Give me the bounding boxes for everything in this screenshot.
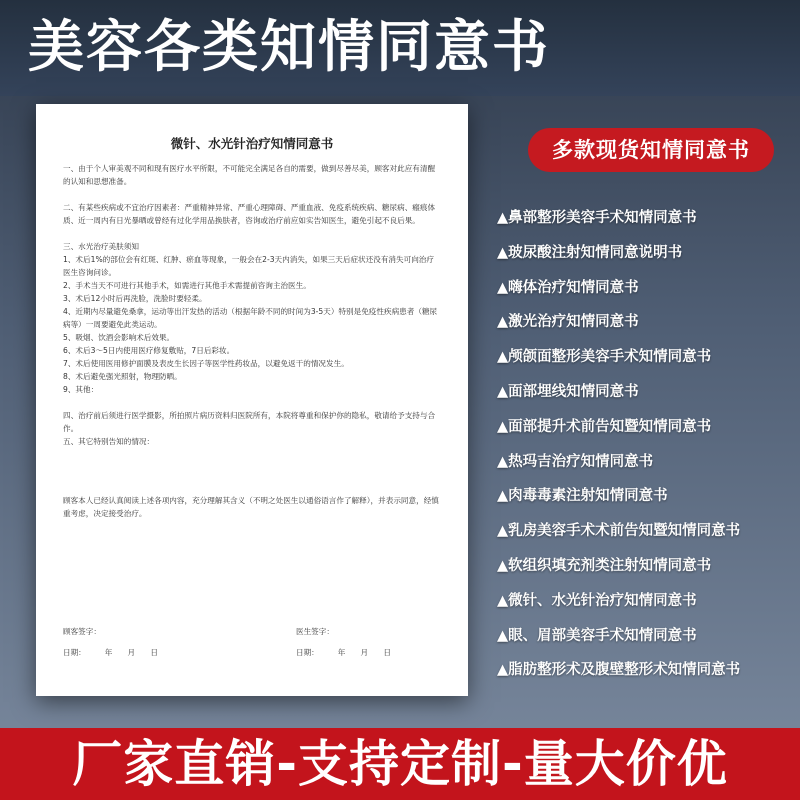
section-3-heading: 三、水光治疗美肤须知	[63, 242, 139, 251]
page-title: 美容各类知情同意书	[28, 15, 550, 80]
list-item: ▲软组织填充剂类注射知情同意书	[497, 557, 712, 574]
doctor-signature-label: 医生签字：	[296, 627, 334, 636]
list-item: ▲玻尿酸注射知情同意说明书	[497, 244, 683, 261]
list-item: ▲脂肪整形术及腹壁整形术知情同意书	[497, 662, 741, 679]
doctor-date-label: 日期： 年 月 日	[296, 648, 391, 657]
list-item: ▲乳房美容手术术前告知暨知情同意书	[497, 523, 741, 540]
note-item: 8、术后避免强光照射，物理防晒。	[63, 372, 182, 381]
section-2: 二、有某些疾病或不宜治疗因素者：严重精神异常、严重心理障碍、严重血液、免疫系统疾病、糖尿病、瘢痕体质、近一周内有日光暴晒或曾经有过化学用品换肤者，咨询或治疗前应如实告知医生，避免引起不良后果。	[63, 203, 436, 225]
section-4: 四、治疗前后须进行医学摄影，所拍照片病历资料归医院所有，本院将尊重和保护你的隐私，敬请给予支持与合作。	[63, 411, 436, 433]
note-item: 6、术后3～5日内使用医疗修复敷贴，7日后彩妆。	[63, 346, 235, 355]
document-body	[63, 162, 439, 520]
list-item: ▲面部提升术前告知暨知情同意书	[497, 418, 712, 435]
list-item: ▲微针、水光针治疗知情同意书	[497, 592, 697, 609]
list-item: ▲热玛吉治疗知情同意书	[497, 453, 654, 470]
section-5: 五、其它特别告知的情况：	[63, 437, 155, 446]
footer-slogan: 厂家直销-支持定制-量大价优	[72, 735, 728, 793]
consent-document	[36, 104, 468, 696]
note-item: 1、术后1%的部位会有红斑、红肿、瘀血等现象，一般会在2-3天内消失，如果三天后症状还没有消失可向治疗医生咨询问诊。	[63, 255, 434, 277]
list-item: ▲颅颌面整形美容手术知情同意书	[497, 349, 712, 366]
list-item: ▲眼、眉部美容手术知情同意书	[497, 627, 697, 644]
list-item: ▲激光治疗知情同意书	[497, 314, 639, 331]
customer-date-label: 日期： 年 月 日	[63, 648, 158, 657]
header-banner	[0, 0, 800, 96]
footer-banner	[0, 728, 800, 800]
document-title: 微针、水光针治疗知情同意书	[170, 136, 334, 151]
note-item: 9、其他：	[63, 385, 99, 394]
note-item: 5、吸烟、饮酒会影响术后效果。	[63, 333, 175, 342]
section-1: 一、由于个人审美观不同和现有医疗水平所限，不可能完全满足各自的需要，做到尽善尽美，顾客对此应有清醒的认知和思想准备。	[63, 164, 436, 186]
note-item: 4、近期内尽量避免桑拿，运动等出汗发热的活动（根据年龄不同的时间为3-5天）特别是免疫性疾病患者（糖尿病等）一周要避免此类运动。	[63, 307, 438, 329]
list-item: ▲嗨体治疗知情同意书	[497, 279, 639, 296]
product-list	[497, 201, 797, 688]
list-item: ▲面部埋线知情同意书	[497, 383, 639, 400]
list-item: ▲肉毒毒素注射知情同意书	[497, 488, 668, 505]
customer-signature-label: 顾客签字：	[63, 627, 101, 636]
note-item: 7、术后使用医用修护面膜及表皮生长因子等医学性药妆品，以避免返干的情况发生。	[63, 359, 349, 368]
note-item: 3、术后12小时后再洗脸，洗脸时要轻柔。	[63, 294, 207, 303]
consent-statement: 顾客本人已经认真阅读上述各项内容，充分理解其含义（不明之处医生以通俗语言作了解释），并表示同意，经慎重考虑，决定接受治疗。	[63, 496, 439, 518]
stock-badge: 多款现货知情同意书	[528, 128, 774, 172]
list-item: ▲鼻部整形美容手术知情同意书	[497, 210, 697, 226]
note-item: 2、手术当天不可进行其他手术，如需进行其他手术需提前咨询主治医生。	[63, 281, 311, 290]
